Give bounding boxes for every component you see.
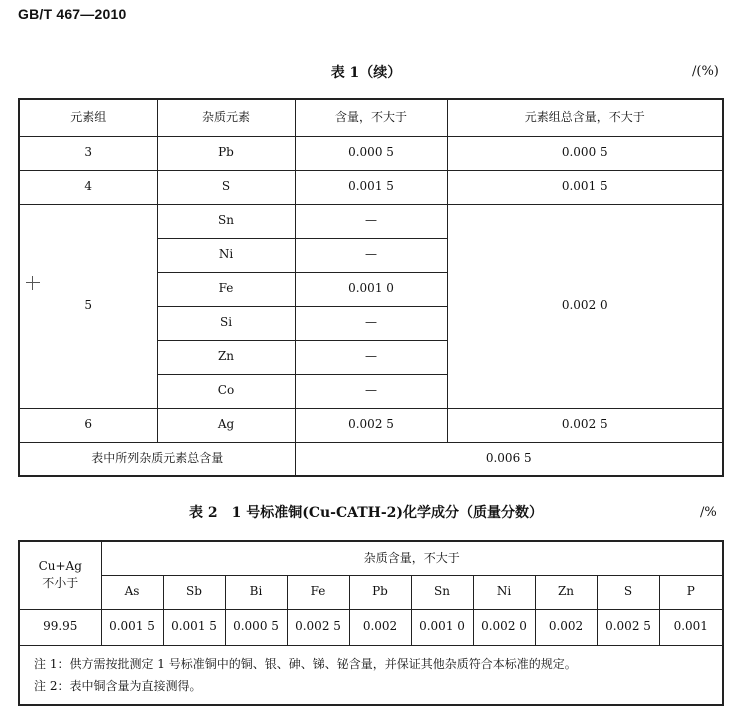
element-cell: Sn (157, 204, 295, 238)
table2-notes-row (19, 645, 723, 705)
value-cell: 0.001 5 (101, 609, 163, 645)
cu-ag-header-line1: Cu+Ag (38, 559, 82, 574)
element-cell: Ag (157, 408, 295, 442)
table1-header-cell: 杂质元素 (157, 99, 295, 136)
table1-header-cell: 元素组 (19, 99, 157, 136)
table-row (19, 408, 723, 442)
value-cell: 0.001 0 (411, 609, 473, 645)
table1-title: 表 1（续） (330, 65, 402, 81)
sum-label-cell: 表中所列杂质元素总含量 (19, 442, 295, 476)
note-2: 注 2：表中铜含量为直接测得。 (34, 678, 202, 693)
impurity-header-cell: 杂质含量，不大于 (101, 541, 723, 575)
element-cell: Si (157, 306, 295, 340)
element-header-cell: Pb (349, 575, 411, 609)
note-1: 注 1：供方需按批测定 1 号标准铜中的铜、银、砷、锑、铋含量，并保证其他杂质符合本标准的规定。 (34, 656, 577, 671)
content-cell: 0.001 5 (295, 170, 447, 204)
value-cell: 0.002 5 (597, 609, 659, 645)
value-cell: 0.001 (659, 609, 723, 645)
content-cell: 0.001 0 (295, 272, 447, 306)
element-cell: Co (157, 374, 295, 408)
table2 (18, 540, 724, 706)
content-cell: — (295, 374, 447, 408)
element-header-cell: Ni (473, 575, 535, 609)
value-cell: 0.001 5 (163, 609, 225, 645)
value-cell: 0.002 5 (287, 609, 349, 645)
element-cell: Ni (157, 238, 295, 272)
value-cell: 0.002 (535, 609, 597, 645)
notes-cell (19, 645, 723, 705)
content-cell: — (295, 306, 447, 340)
total-cell: 0.002 5 (447, 408, 723, 442)
table-row (19, 442, 723, 476)
content-cell: — (295, 238, 447, 272)
element-cell: Pb (157, 136, 295, 170)
element-header-cell: S (597, 575, 659, 609)
table1-unit: /(%) (692, 64, 719, 79)
table2-title: 表 2 1 号标准铜(Cu-CATH-2)化学成分（质量分数） (188, 505, 544, 521)
content-cell: — (295, 340, 447, 374)
standard-code: GB/T 467—2010 (18, 6, 127, 22)
element-header-cell: As (101, 575, 163, 609)
table1-header-cell: 含量，不大于 (295, 99, 447, 136)
element-header-cell: Zn (535, 575, 597, 609)
table2-element-row (19, 575, 723, 609)
total-cell: 0.002 0 (447, 204, 723, 408)
group-cell: 4 (19, 170, 157, 204)
table1-header-cell: 元素组总含量，不大于 (447, 99, 723, 136)
group-cell: 5 (19, 204, 157, 408)
cu-ag-header-cell (19, 541, 101, 609)
element-cell: Zn (157, 340, 295, 374)
element-cell: Fe (157, 272, 295, 306)
value-cell: 0.000 5 (225, 609, 287, 645)
total-cell: 0.000 5 (447, 136, 723, 170)
cu-ag-value-cell: 99.95 (19, 609, 101, 645)
table2-value-row (19, 609, 723, 645)
cu-ag-header-line2: 不小于 (42, 576, 79, 591)
element-header-cell: Fe (287, 575, 349, 609)
table-row (19, 204, 723, 238)
table-row (19, 136, 723, 170)
content-cell: 0.002 5 (295, 408, 447, 442)
table1 (18, 98, 724, 477)
total-cell: 0.001 5 (447, 170, 723, 204)
crosshair-cursor-icon (26, 276, 40, 290)
element-header-cell: Sn (411, 575, 473, 609)
content-cell: 0.000 5 (295, 136, 447, 170)
table2-header-row (19, 541, 723, 575)
value-cell: 0.002 (349, 609, 411, 645)
element-header-cell: P (659, 575, 723, 609)
element-header-cell: Sb (163, 575, 225, 609)
table2-unit: /% (700, 505, 717, 520)
table-row (19, 170, 723, 204)
group-cell: 3 (19, 136, 157, 170)
element-cell: S (157, 170, 295, 204)
element-header-cell: Bi (225, 575, 287, 609)
sum-value-cell: 0.006 5 (295, 442, 723, 476)
content-cell: — (295, 204, 447, 238)
table1-header-row (19, 99, 723, 136)
value-cell: 0.002 0 (473, 609, 535, 645)
group-cell: 6 (19, 408, 157, 442)
